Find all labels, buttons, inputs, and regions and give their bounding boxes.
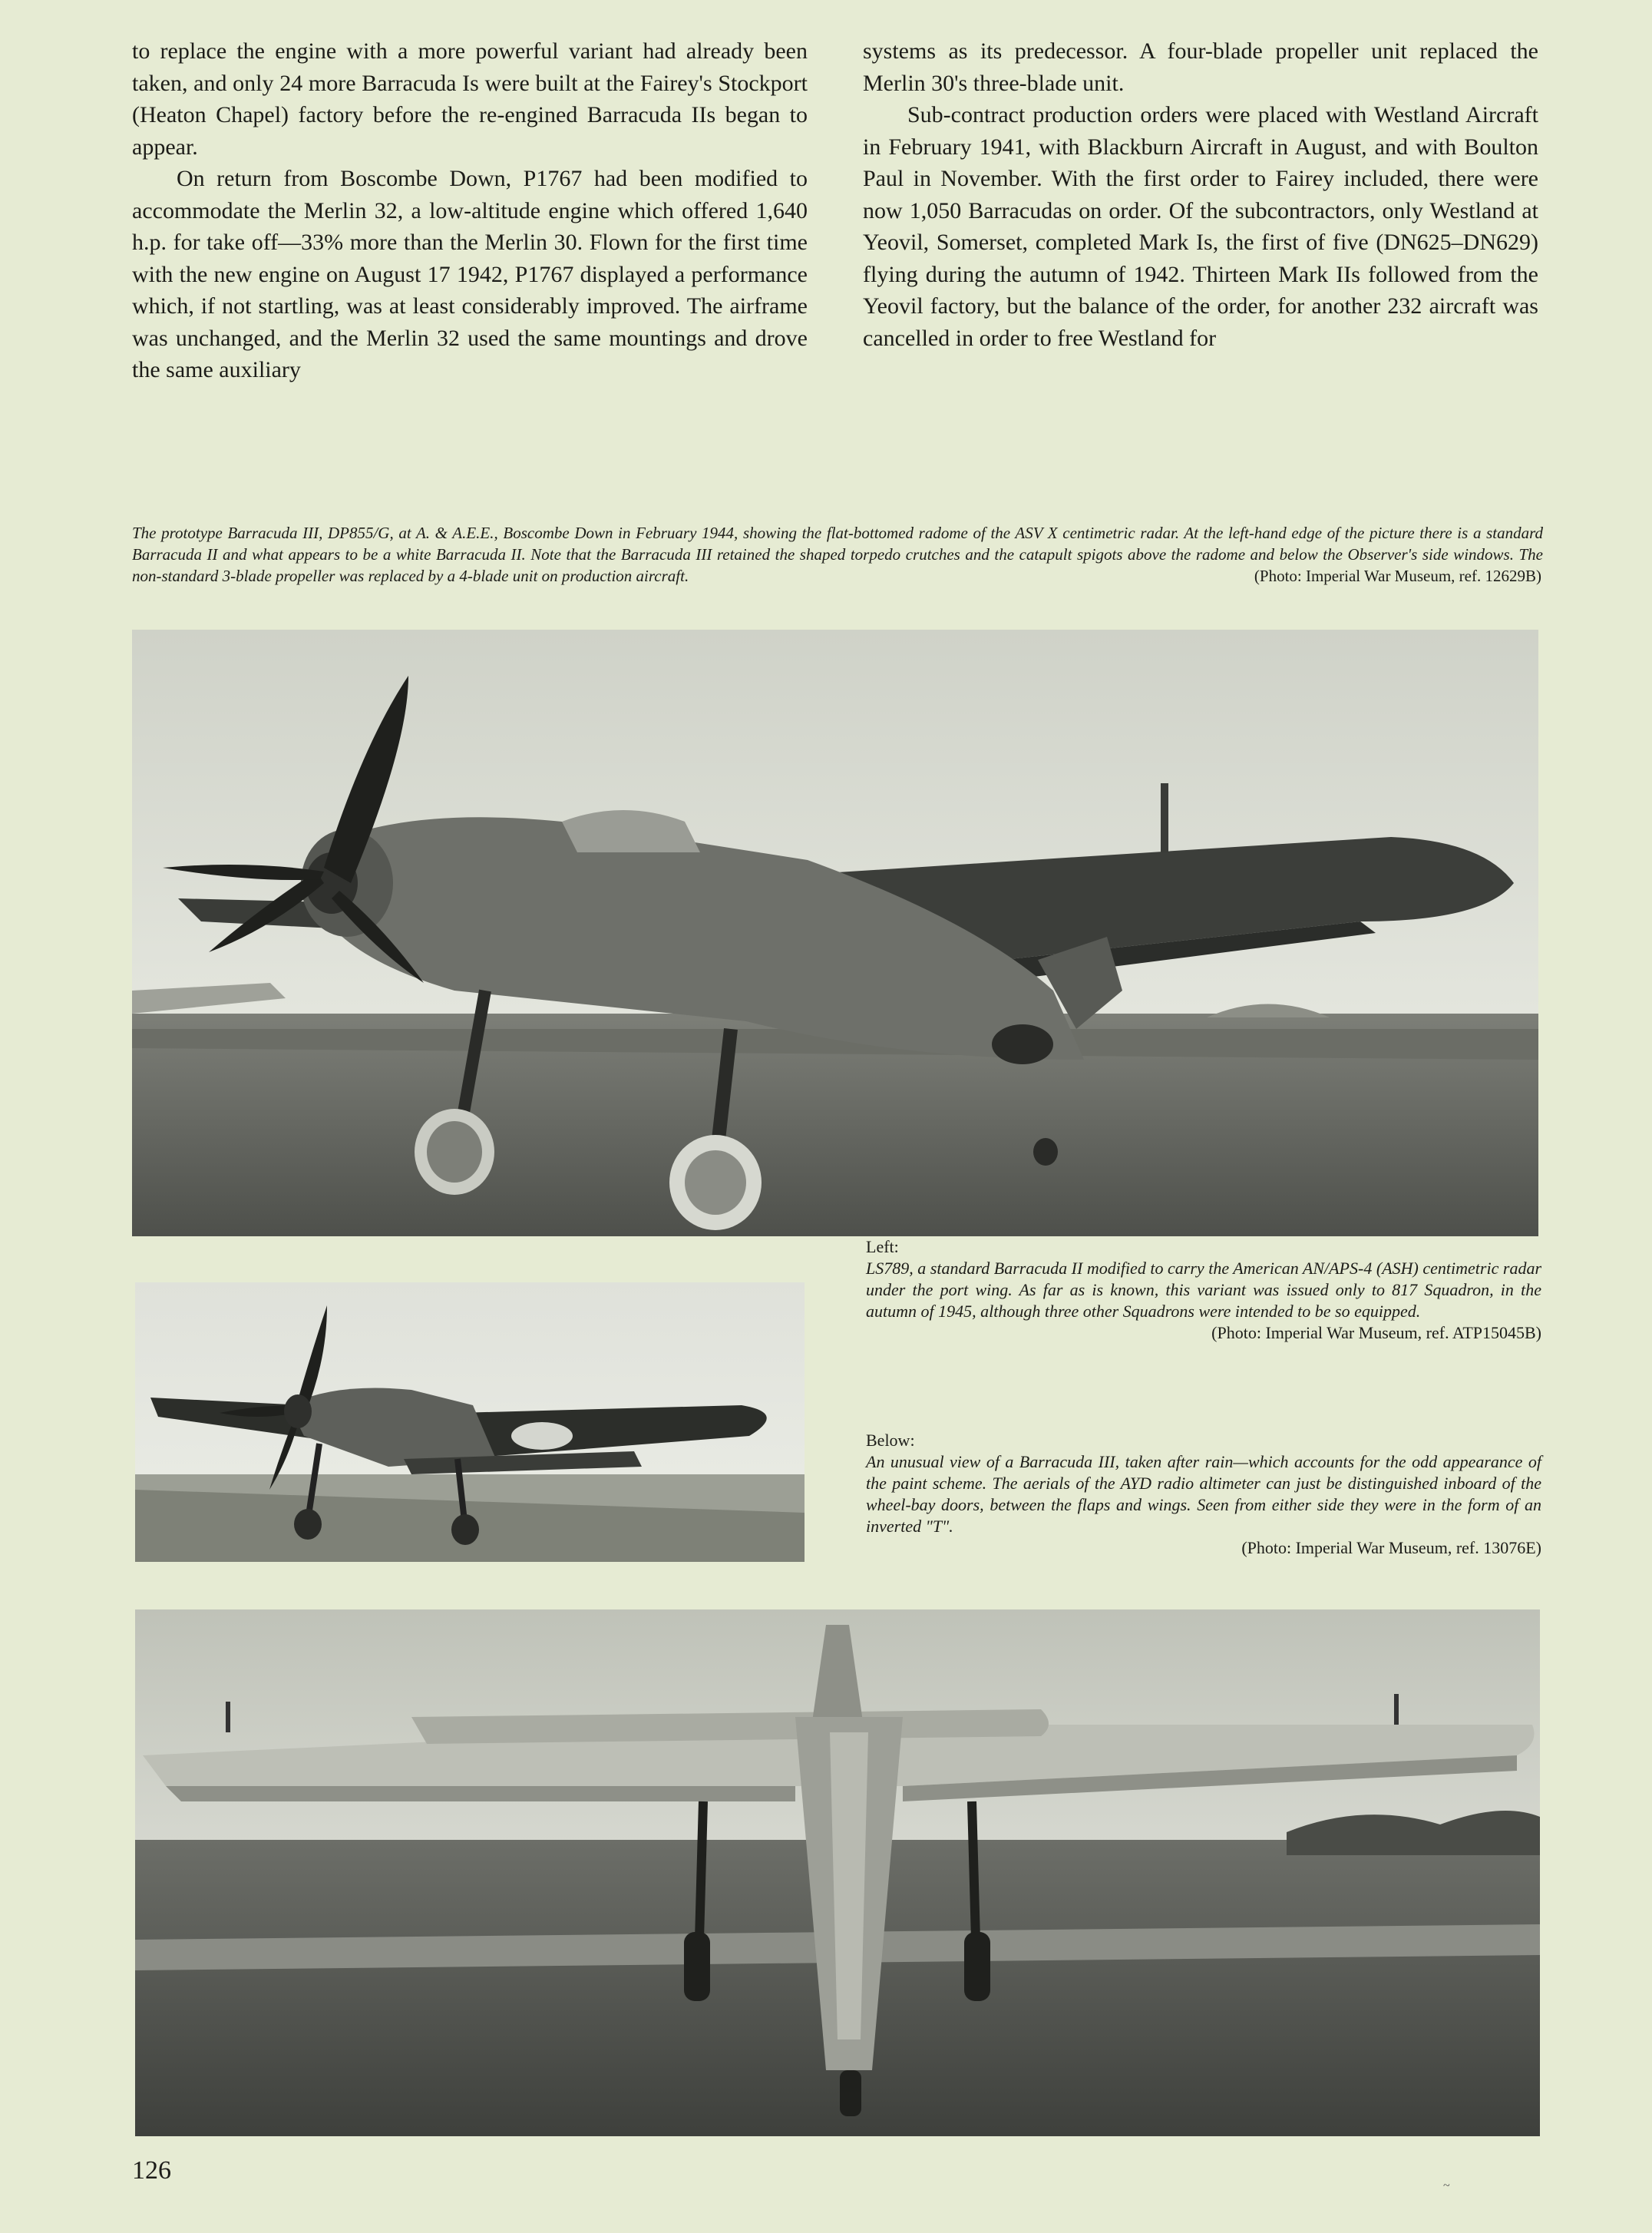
barracuda-iii-rear-photo xyxy=(135,1609,1540,2136)
caption-text: The prototype Barracuda III, DP855/G, at A. & A.E.E., Boscombe Down in February 1944, showing the flat-bottomed radome of the ASV X centimetric radar. At the left-hand edge of the picture there is a standard Barracuda II and what appears to be a white Barracuda II. Note that the Barracuda III retained the shaped torpedo crutches and the catapult spigots above the radome and below the Observer's side windows. The non-standard 3-blade propeller was replaced by a 4-blade unit on production aircraft. xyxy=(132,524,1543,585)
page-number: 126 xyxy=(132,2156,171,2185)
barracuda-iii-front-photo xyxy=(132,630,1538,1236)
caption-heading: Below: xyxy=(866,1431,915,1450)
photo-credit: (Photo: Imperial War Museum, ref. 13076E) xyxy=(1241,1538,1541,1557)
paragraph: Sub-contract production orders were placed with Westland Aircraft in February 1941, with Blackburn Aircraft in August, and with Boulton Paul in November. With the first order to Fairey included, there were now 1,050 Barracudas on order. Of the subcontractors, only Westland at Yeovil, Somerset, completed Mark Is, the first of five (DN625–DN629) flying during the autumn of 1942. Thirteen Mark IIs followed from the Yeovil factory, but the balance of the order, for another 232 aircraft was cancelled in order to free Westland for xyxy=(863,102,1538,351)
caption-text: LS789, a standard Barracuda II modified to carry the American AN/APS-4 (ASH) centimetric radar under the port wing. As far as is known, this variant was issued only to 817 Squadron, in the autumn of 1945, although three other Squadrons were intended to be so equipped. xyxy=(866,1259,1541,1321)
photo-credit: (Photo: Imperial War Museum, ref. ATP15045B) xyxy=(1211,1323,1541,1342)
photo-credit: (Photo: Imperial War Museum, ref. 12629B) xyxy=(1254,567,1541,585)
right-text-column xyxy=(863,35,1538,354)
page-mark: ~ xyxy=(1443,2179,1450,2192)
left-text-column xyxy=(132,35,808,386)
caption-left-photo xyxy=(866,1236,1541,1344)
caption-text: An unusual view of a Barracuda III, taken after rain—which accounts for the odd appearance of the paint scheme. The aerials of the AYD radio altimeter can just be distinguished inboard of the wheel-bay doors, between the flaps and wings. Seen from either side they were in the form of an inverted "T". xyxy=(866,1452,1541,1536)
paragraph: On return from Boscombe Down, P1767 had been modified to accommodate the Merlin 32, a low-altitude engine which offered 1,640 h.p. for take off—33% more than the Merlin 30. Flown for the first time with the new engine on August 17 1942, P1767 displayed a performance which, if not startling, was at least considerably improved. The airframe was unchanged, and the Merlin 32 used the same mountings and drove the same auxiliary xyxy=(132,166,808,382)
caption-below-photo xyxy=(866,1430,1541,1559)
paragraph: to replace the engine with a more powerful variant had already been taken, and only 24 more Barracuda Is were built at the Fairey's Stockport (Heaton Chapel) factory before the re-engined Barracuda IIs began to appear. xyxy=(132,38,808,160)
paragraph: systems as its predecessor. A four-blade propeller unit replaced the Merlin 30's three-blade unit. xyxy=(863,38,1538,96)
caption-top-photo xyxy=(132,522,1543,587)
ls789-ash-radar-photo xyxy=(135,1282,805,1562)
caption-heading: Left: xyxy=(866,1237,899,1256)
